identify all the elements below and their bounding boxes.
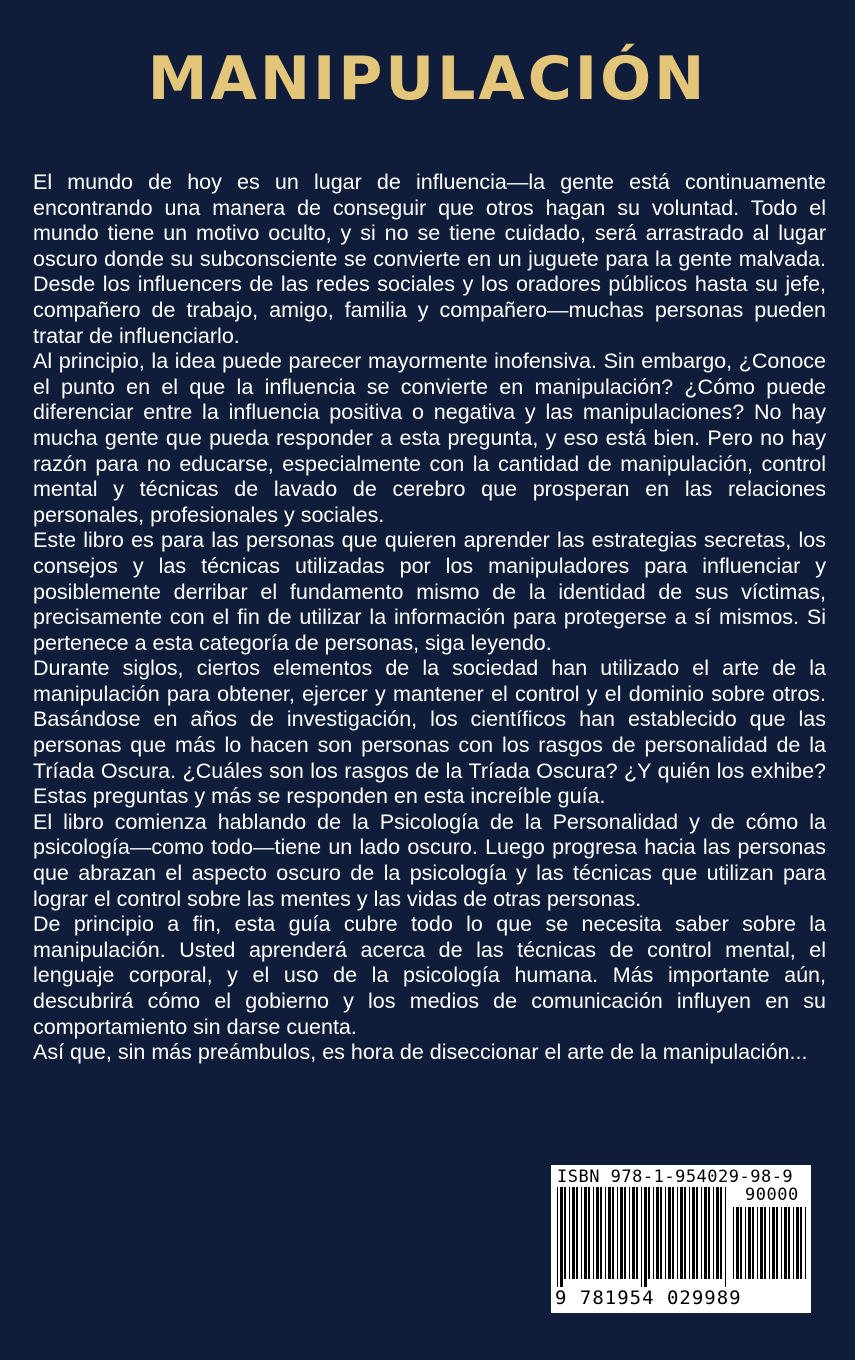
barcode-bar (569, 1187, 570, 1279)
barcode-bar (680, 1187, 683, 1279)
barcode-bar (644, 1187, 647, 1287)
barcode-bar (720, 1187, 722, 1279)
barcode-bar (620, 1187, 623, 1279)
barcode-bar (713, 1187, 714, 1279)
barcode-bar (757, 1207, 758, 1279)
barcode-bar (692, 1187, 695, 1279)
isbn-barcode-box (551, 1165, 811, 1313)
addon-barcode-icon (733, 1207, 807, 1287)
barcode-bar (764, 1207, 766, 1279)
barcode-bar (800, 1207, 802, 1279)
barcode-digits: 9 781954 029989 (555, 1287, 742, 1309)
barcode-bar (772, 1207, 775, 1279)
barcode-bar (704, 1187, 707, 1279)
barcode-bar (605, 1187, 606, 1279)
barcode-bar (629, 1187, 630, 1279)
barcode-bar (576, 1187, 578, 1279)
barcode-bar (624, 1187, 626, 1279)
blurb-paragraph: Así que, sin más preámbulos, es hora de diseccionar el arte de la manipulación... (33, 1040, 808, 1065)
barcode-bar (793, 1207, 794, 1279)
barcode-bar (736, 1207, 739, 1279)
book-title: MANIPULACIÓN (147, 44, 708, 114)
isbn-label: ISBN 978-1-954029-98-9 (557, 1167, 794, 1187)
blurb-paragraph: El mundo de hoy es un lugar de influencia—la gente está continuamente encontrando una manera de conseguir que otros hagan su voluntad. Todo el mundo tiene un motivo oculto, y si no se tiene cuidado, será arrastrado al lugar oscuro donde su subconsciente se convierte en un juguete para la gente malvada. Desde los influencers de las redes sociales y los oradores públicos hasta su jefe, compañero de trabajo, amigo, familia y compañero—muchas personas pueden tratar de influenciarlo. (33, 170, 826, 348)
blurb-paragraph: De principio a fin, esta guía cubre todo lo que se necesita saber sobre la manipulación. Usted aprenderá acerca de las técnicas de control mental, el lenguaje corporal, y el uso de la psicología humana. Más importante aún, descubrirá cómo el gobierno y los medios de comunicación influyen en su comportamiento sin darse cuenta. (33, 912, 826, 1039)
barcode-bar (708, 1187, 710, 1279)
barcode-bar (677, 1187, 678, 1279)
barcode-bar (745, 1207, 746, 1279)
back-cover-blurb (33, 170, 826, 1066)
barcode-bar (776, 1207, 778, 1279)
barcode-bar (689, 1187, 690, 1279)
barcode-bar (608, 1187, 611, 1279)
barcode-bar (632, 1187, 635, 1279)
barcode-bar (641, 1187, 642, 1287)
barcode-bar (560, 1187, 563, 1287)
barcode-bar (684, 1187, 686, 1279)
barcode-bar (581, 1187, 582, 1279)
barcode-bar (781, 1207, 782, 1279)
barcode-bar (760, 1207, 763, 1279)
barcode-bar (564, 1187, 566, 1279)
blurb-paragraph: Este libro es para las personas que quieren aprender las estrategias secretas, los consejos y las técnicas utilizadas por los manipuladores para influenciar y posiblemente derribar el fundamento mismo de la identidad de sus víctimas, precisamente con el fin de utilizar la información para protegerse a sí mismos. Si pertenece a esta categoría de personas, siga leyendo. (33, 528, 826, 655)
barcode-bar (748, 1207, 751, 1279)
barcode-bar (636, 1187, 638, 1279)
barcode-bar (752, 1207, 754, 1279)
barcode-bar (612, 1187, 614, 1279)
barcode-bar (648, 1187, 650, 1279)
barcode-bar (701, 1187, 702, 1279)
barcode-bar (593, 1187, 594, 1279)
barcode-bar (660, 1187, 662, 1279)
barcode-bar (788, 1207, 790, 1279)
barcode-bar (725, 1187, 726, 1287)
barcode-bar (740, 1207, 742, 1279)
blurb-paragraph: El libro comienza hablando de la Psicología de la Personalidad y de cómo la psicología—como todo—tiene un lado oscuro. Luego progresa hacia las personas que abrazan el aspecto oscuro de la psicología y las técnicas que utilizan para lograr el control sobre las mentes y las vidas de otras personas. (33, 809, 826, 911)
barcode-bar (617, 1187, 618, 1279)
barcode-bar (656, 1187, 659, 1279)
barcode-bar (596, 1187, 599, 1279)
blurb-paragraph: Durante siglos, ciertos elementos de la sociedad han utilizado el arte de la manipulación para obtener, ejercer y mantener el control y el dominio sobre otros. Basándose en años de investigación, los científicos han establecido que las personas que más lo hacen son personas con los rasgos de personalidad de la Tríada Oscura. ¿Cuáles son los rasgos de la Tríada Oscura? ¿Y quién los exhibe? Estas preguntas y más se responden en esta increíble guía. (33, 656, 826, 809)
barcode-bar (665, 1187, 666, 1279)
barcode-bar (653, 1187, 654, 1279)
barcode-bar (584, 1187, 587, 1279)
ean-barcode-icon (557, 1187, 729, 1287)
barcode-bar (805, 1207, 806, 1279)
barcode-bar (784, 1207, 787, 1279)
barcode-bar (672, 1187, 674, 1279)
price-code: 90000 (745, 1185, 799, 1205)
barcode-bar (600, 1187, 602, 1279)
barcode-bar (716, 1187, 719, 1279)
barcode-bar (796, 1207, 799, 1279)
blurb-paragraph: Al principio, la idea puede parecer mayormente inofensiva. Sin embargo, ¿Conoce el punto en el que la influencia se convierte en manipulación? ¿Cómo puede diferenciar entre la influencia positiva o negativa y las manipulaciones? No hay mucha gente que pueda responder a esta pregunta, y eso está bien. Pero no hay razón para no educarse, especialmente con la cantidad de manipulación, control mental y técnicas de lavado de cerebro que prosperan en las relaciones personales, profesionales y sociales. (33, 349, 826, 527)
barcode-bar (572, 1187, 575, 1279)
barcode-bar (769, 1207, 770, 1279)
barcode-bar (733, 1207, 734, 1279)
barcode-bar (588, 1187, 590, 1279)
barcode-bar (557, 1187, 558, 1287)
barcode-bar (696, 1187, 698, 1279)
barcode-bar (668, 1187, 671, 1279)
